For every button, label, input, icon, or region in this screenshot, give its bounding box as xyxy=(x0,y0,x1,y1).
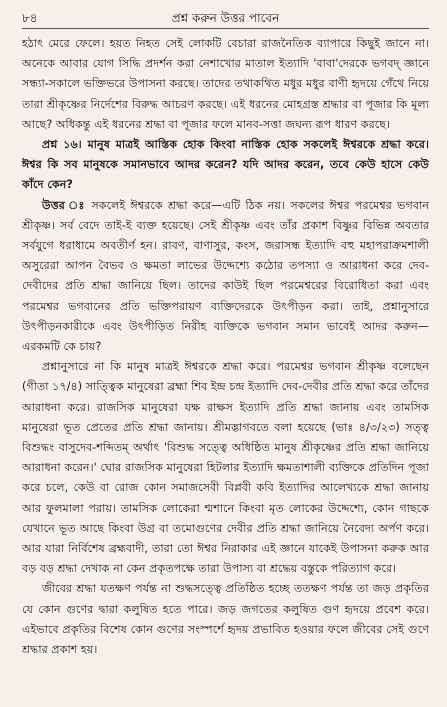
question-text: মানুষ মাত্রই আস্তিক হোক কিংবা নাস্তিক হোক সকলেই ঈশ্বরকে শ্রদ্ধা করে। ঈশ্বর কি সব মানুষকে সমানভাবে আদর করেন? যদি আদর করেন, তবে কেউ হাসে কেউ কাঁদে কেন? xyxy=(22,138,430,192)
page-number: ৮৪ xyxy=(22,11,38,25)
paragraph xyxy=(22,357,429,579)
answer-label: উত্তর ঃ xyxy=(42,198,87,212)
question-label: প্রশ্ন ১৬। xyxy=(42,138,82,152)
page-body xyxy=(22,34,429,701)
paragraph xyxy=(22,34,429,135)
answer-text: সকলেই ঈশ্বরকে শ্রদ্ধা করে—এটি ঠিক নয়। সকলের ঈশ্বর পরমেশ্বর ভগবান শ্রীকৃষ্ণ। সর্ব বেদে তাই-ই ব্যক্ত হয়েছে। সেই শ্রীকৃষ্ণ এবং তাঁর প্রকাশ বিষ্ণুর বিভিন্ন অবতার সর্বযুগে ধরাধামে অবতীর্ণ হন। রাবণ, বাণাসুর, কংস, জরাসন্ধ ইত্যাদি বহু মহাপরাক্রমশালী অসুরেরা আপন বৈভব ও ক্ষমতা লাভের উদ্দেশ্যে কঠোর তপস্যা ও আরাধনা করে দেব-দেবীদের প্রতি শ্রদ্ধা জানিয়ে ছিল। তাদের কাউই ছিল পরমেশ্বরের বিরোধিতা করা এবং পরমেশ্বর ভগবানের প্রতি ভক্তিপরায়ণ ব্যক্তিদেরকে উৎপীড়ন করা। তাই, প্রশ্নানুসারে উৎপীড়নকারীকে এবং উৎপীড়িত নিরীহ ব্যক্তিকে ভগবান সমান ভাবেই আদর করুন—এরকমটি কে চায়? xyxy=(22,198,429,354)
question-paragraph xyxy=(22,135,429,196)
running-title: প্রশ্ন করুন উত্তর পাবেন xyxy=(171,11,280,25)
answer-paragraph xyxy=(22,196,429,358)
paragraph xyxy=(22,579,429,660)
paragraph-text: হঠাৎ মেরে ফেলে। হয়ত নিহত সেই লোকটি বেচারা রাজনৈতিক ব্যাপারে কিছুই জানে না। অনেকে আবার যোগ সিদ্ধি প্রদর্শন করা নেশাখোর মাতাল ইত্যাদি 'বাবা'দেরকে ভগবদ্ জ্ঞানে সন্ধ্যা-সকালে ভক্তিভরে উপাসনা করছে। তাদের তথাকথিত মধুর মধুর বাণী হৃদয়ে গেঁথে নিয়ে তারা শ্রীকৃষ্ণের নির্দেশের বিরুদ্ধ আচরণ করছে। এই ধরনের মোহগ্রস্ত শ্রদ্ধার বা পূজার কি মূল্য আছে? অধিকন্তু এই ধরনের শ্রদ্ধা বা পূজার ফলে মানব-সত্তা জঘন্য রূপ ধারণ করছে। xyxy=(22,37,429,131)
paragraph-text: জীবের শ্রদ্ধা যতক্ষণ পর্যন্ত না শুদ্ধসত্ত্বে প্রতিষ্ঠিত হচ্ছে ততক্ষণ পর্যন্ত তা জড় প্রকৃতির যে কোন গুণের দ্বারা কলুষিত হতে পারে। জড় জগতের কলুষিত গুণ হৃদয়ে প্রবেশ করে। এইভাবে প্রকৃতির বিশেষ কোন গুণের সংস্পর্শে হৃদয় প্রভাবিত হওয়ার ফলে জীবের সেই গুণে শ্রদ্ধার প্রকাশ হয়। xyxy=(22,582,429,657)
page-header xyxy=(22,8,429,29)
paragraph-text: প্রশ্নানুসারে না কি মানুষ মাত্রই ঈশ্বরকে শ্রদ্ধা করে। পরমেশ্বর ভগবান শ্রীকৃষ্ণ বলেছেন (গীতা ১৭/৪) সাত্ত্বিক মানুষেরা ব্রহ্মা শিব ইন্দ্র চন্দ্র ইত্যাদি দেব-দেবীর প্রতি শ্রদ্ধা করে তাঁদের আরাধনা করে। রাজসিক মানুষেরা যক্ষ রাক্ষস ইত্যাদি প্রতি শ্রদ্ধা জানায় এবং তামসিক মানুষেরা ভূত প্রেতের প্রতি শ্রদ্ধা জানায়। শ্রীমদ্ভাগবতে বলা হয়েছে (ভাঃ ৪/৩/২৩) সত্ত্ব বিশুদ্ধং বাসুদেব-শব্দিতম্ অর্থাৎ 'বিশুদ্ধ সত্ত্বে অধিষ্ঠিত মানুষ শ্রীকৃষ্ণের প্রতি শ্রদ্ধা জানিয়ে আরাধনা করেন।' ঘোর রাজসিক মানুষেরা হিটলার ইত্যাদি ক্ষমতাশালী ব্যক্তিকে প্রতিদিন পূজা করে চলে, কেউ বা রোজ কোন সমাজসেবী বিপ্লবী কবি ইত্যাদির আলেখ্যকে শ্রদ্ধা জানায় আর ফুলমালা পরায়। তামসিক লোকেরা শ্মশানে কিংবা মৃত লোকের উদ্দেশ্যে, কোন গাছকে যেখানে ভূত আছে কিংবা উগ্র বা তমোগুণের দেবীর প্রতি শ্রদ্ধা জানিয়ে নৈবেদ্য অর্পণ করে। আর যারা নির্বিশেষ ব্রহ্মবাদী, তারা তো ঈশ্বর নিরাকার এই জ্ঞানে যাকেই উপাসনা করুক আর বড় বড় শ্রদ্ধা দেখাক না কেন প্রকৃতপক্ষে তারা উপাস্য বা শ্রদ্ধেয় বস্তুকে পরিত্যাগ করে। xyxy=(22,360,429,576)
